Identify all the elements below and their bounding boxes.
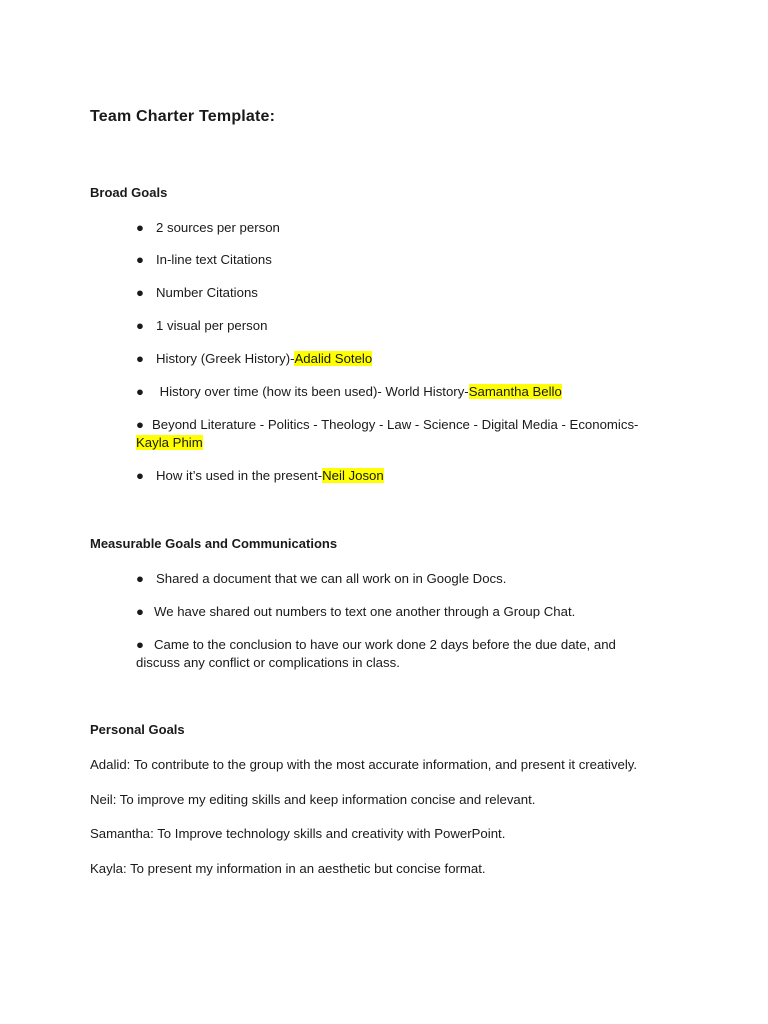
bullet-icon: ● <box>136 637 144 652</box>
bullet-icon: ● <box>136 604 144 619</box>
bullet-icon: ● <box>136 351 144 366</box>
broad-goal-item: ● How it’s used in the present-Neil Joson <box>136 468 384 483</box>
broad-goal-item-continued <box>136 435 203 450</box>
broad-goal-item: ● In-line text Citations <box>136 252 272 267</box>
bullet-icon: ● <box>136 220 144 235</box>
measurable-goal-item-continued: discuss any conflict or complications in class. <box>136 655 400 670</box>
measurable-goals-heading: Measurable Goals and Communications <box>90 536 338 551</box>
broad-goal-item: ● 1 visual per person <box>136 318 268 333</box>
personal-goal-adalid: Adalid: To contribute to the group with the most accurate information, and present it creatively. <box>90 757 638 772</box>
assignee-highlight: Kayla Phim <box>136 435 203 450</box>
broad-goal-item: ● Beyond Literature - Politics - Theology - Law - Science - Digital Media - Economics- <box>136 417 639 432</box>
broad-goal-item: ● History (Greek History)-Adalid Sotelo <box>136 351 373 366</box>
assignee-highlight: Adalid Sotelo <box>294 351 373 366</box>
broad-goal-item: ● 2 sources per person <box>136 220 280 235</box>
personal-goal-samantha: Samantha: To Improve technology skills and creativity with PowerPoint. <box>90 826 506 841</box>
measurable-goal-item: ● Shared a document that we can all work on in Google Docs. <box>136 571 507 586</box>
personal-goals-heading: Personal Goals <box>90 722 185 737</box>
bullet-icon: ● <box>136 468 144 483</box>
bullet-icon: ● <box>136 571 144 586</box>
personal-goal-kayla: Kayla: To present my information in an aesthetic but concise format. <box>90 861 486 876</box>
measurable-goal-item: ● Came to the conclusion to have our work done 2 days before the due date, and <box>136 637 616 652</box>
bullet-icon: ● <box>136 285 144 300</box>
broad-goal-item: ● Number Citations <box>136 285 258 300</box>
bullet-icon: ● <box>136 252 144 267</box>
bullet-icon: ● <box>136 384 144 399</box>
personal-goal-neil: Neil: To improve my editing skills and keep information concise and relevant. <box>90 792 536 807</box>
broad-goals-heading: Broad Goals <box>90 185 168 200</box>
bullet-icon: ● <box>136 417 144 432</box>
assignee-highlight: Neil Joson <box>322 468 384 483</box>
broad-goal-item: ● History over time (how its been used)- World History-Samantha Bello <box>136 384 562 399</box>
bullet-icon: ● <box>136 318 144 333</box>
measurable-goal-item: ● We have shared out numbers to text one another through a Group Chat. <box>136 604 576 619</box>
page-title: Team Charter Template: <box>90 108 276 125</box>
assignee-highlight: Samantha Bello <box>468 384 562 399</box>
